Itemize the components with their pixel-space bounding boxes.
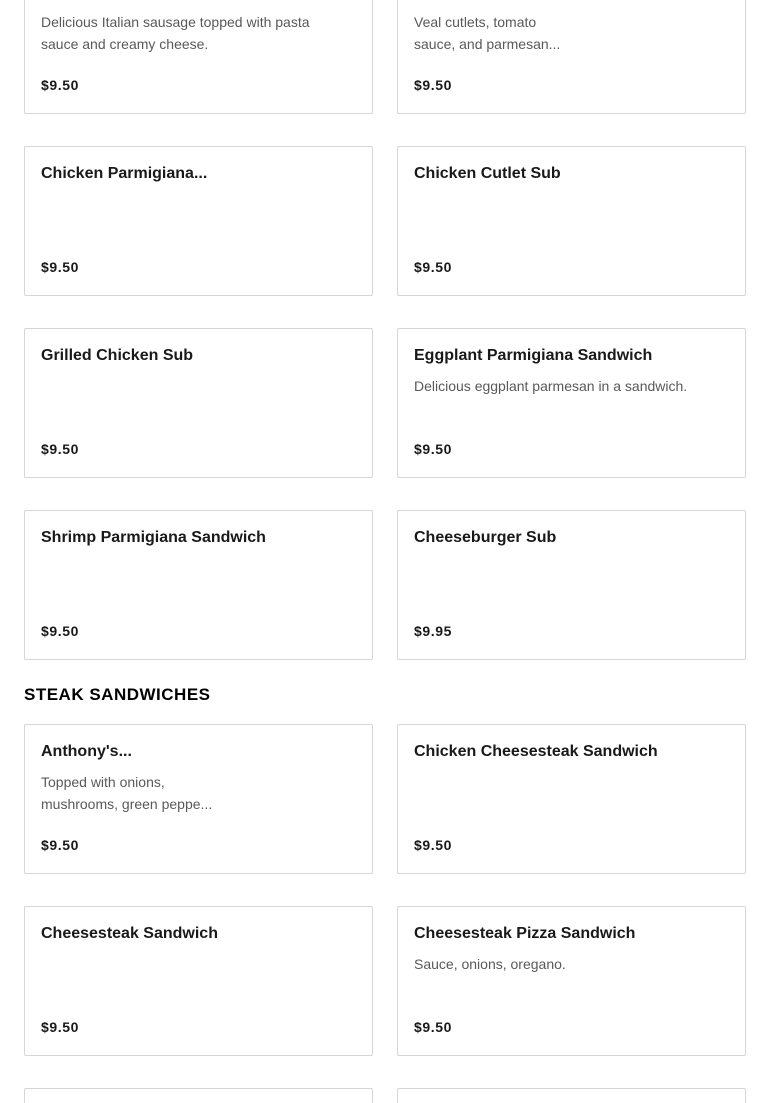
item-description: Sauce, onions, oregano.: [414, 956, 566, 972]
item-description-line: Veal cutlets, tomato: [414, 14, 537, 30]
item-price: $9.50: [414, 837, 453, 853]
menu-item-card[interactable]: [397, 328, 746, 478]
item-description: [41, 771, 212, 815]
menu-item-card[interactable]: [397, 1088, 746, 1103]
menu-item-card[interactable]: [397, 0, 746, 114]
item-name: Cheeseburger Sub: [414, 529, 557, 546]
item-name: Anthony's...: [41, 743, 132, 760]
item-description-line: Delicious Italian sausage topped with pasta: [41, 14, 310, 30]
item-description: [414, 11, 560, 55]
section-title-steak-sandwiches: STEAK SANDWICHES: [24, 685, 211, 704]
item-name: Eggplant Parmigiana Sandwich: [414, 347, 653, 364]
item-price: $9.95: [414, 623, 453, 639]
menu-item-card[interactable]: [24, 1088, 373, 1103]
item-description: [41, 11, 310, 55]
menu-item-card[interactable]: [24, 0, 373, 114]
item-description-line: sauce and creamy cheese.: [41, 36, 209, 52]
item-name: Grilled Chicken Sub: [41, 347, 194, 364]
item-name: Chicken Cutlet Sub: [414, 165, 561, 182]
item-description-line: mushrooms, green peppe...: [41, 796, 213, 812]
item-description-line: sauce, and parmesan...: [414, 36, 561, 52]
item-price: $9.50: [414, 441, 453, 457]
menu-item-card[interactable]: [24, 724, 373, 874]
item-name: Shrimp Parmigiana Sandwich: [41, 529, 266, 546]
item-name: Cheesesteak Pizza Sandwich: [414, 925, 636, 942]
item-name: Chicken Cheesesteak Sandwich: [414, 743, 658, 760]
item-price: $9.50: [41, 441, 80, 457]
item-name: Chicken Parmigiana...: [41, 165, 208, 182]
item-description: Delicious eggplant parmesan in a sandwich.: [414, 378, 688, 394]
menu-item-card[interactable]: [24, 906, 373, 1056]
menu-item-card[interactable]: [397, 146, 746, 296]
item-price: $9.50: [414, 1019, 453, 1035]
item-price: $9.50: [41, 1019, 80, 1035]
item-price: $9.50: [41, 623, 80, 639]
menu-item-card[interactable]: [24, 146, 373, 296]
item-price: $9.50: [41, 259, 80, 275]
menu-item-card[interactable]: [397, 906, 746, 1056]
menu-item-card[interactable]: [397, 510, 746, 660]
menu-item-card[interactable]: [397, 724, 746, 874]
item-price: $9.50: [414, 259, 453, 275]
item-price: $9.50: [41, 837, 80, 853]
item-description-line: Topped with onions,: [41, 774, 165, 790]
item-name: Cheesesteak Sandwich: [41, 925, 218, 942]
menu-item-card[interactable]: [24, 510, 373, 660]
item-price: $9.50: [414, 77, 453, 93]
menu-item-card[interactable]: [24, 328, 373, 478]
item-price: $9.50: [41, 77, 80, 93]
